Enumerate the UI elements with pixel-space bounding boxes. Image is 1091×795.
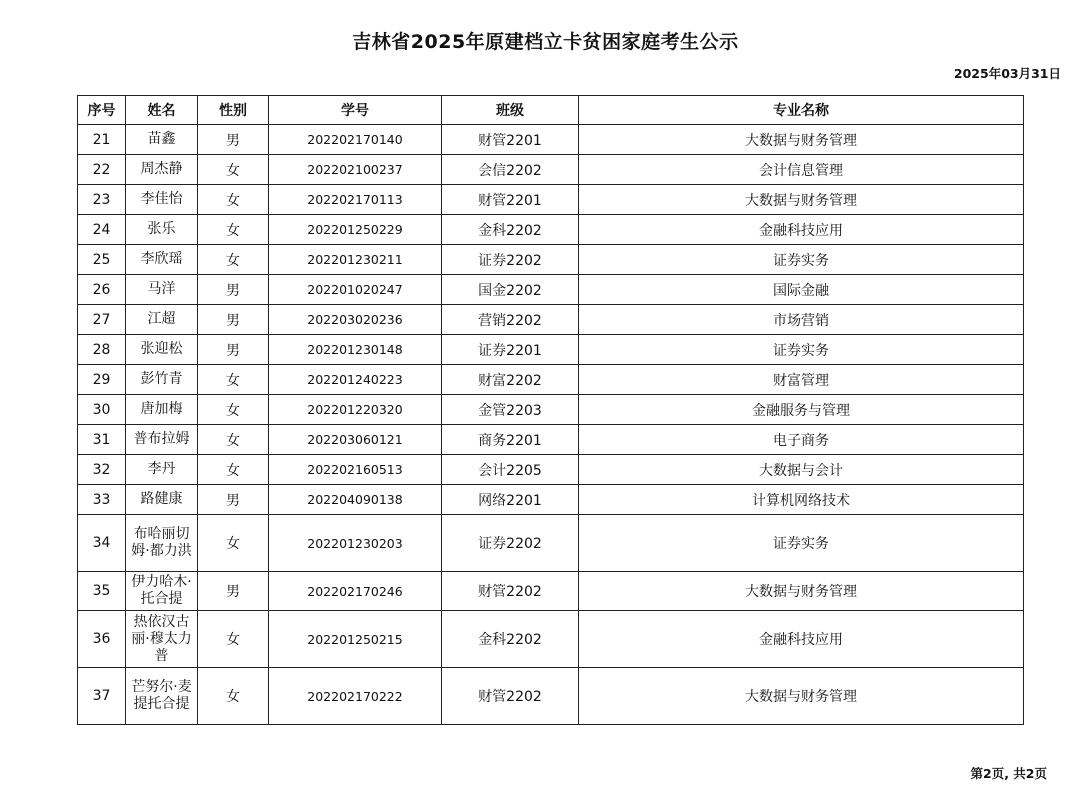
cell-student-id: 202201230203 (269, 515, 442, 572)
header-index: 序号 (78, 96, 126, 125)
cell-class: 金科2202 (442, 215, 579, 245)
cell-student-id: 202202170246 (269, 572, 442, 611)
cell-name: 马洋 (126, 275, 198, 305)
cell-gender: 女 (198, 185, 269, 215)
cell-name: 张迎松 (126, 335, 198, 365)
cell-student-id: 202201230211 (269, 245, 442, 275)
cell-class: 证券2201 (442, 335, 579, 365)
cell-index: 24 (78, 215, 126, 245)
cell-class: 网络2201 (442, 485, 579, 515)
cell-student-id: 202202100237 (269, 155, 442, 185)
table-row (78, 125, 1024, 155)
header-name: 姓名 (126, 96, 198, 125)
table-row (78, 611, 1024, 668)
cell-name: 布哈丽切姆·都力洪 (126, 515, 198, 572)
cell-major: 证券实务 (579, 515, 1024, 572)
cell-major: 财富管理 (579, 365, 1024, 395)
cell-major: 国际金融 (579, 275, 1024, 305)
cell-class: 会计2205 (442, 455, 579, 485)
cell-gender: 女 (198, 668, 269, 725)
cell-gender: 女 (198, 395, 269, 425)
cell-gender: 男 (198, 275, 269, 305)
cell-gender: 女 (198, 365, 269, 395)
cell-class: 证券2202 (442, 515, 579, 572)
cell-index: 36 (78, 611, 126, 668)
table-row (78, 365, 1024, 395)
cell-index: 28 (78, 335, 126, 365)
cell-name: 芒努尔·麦提托合提 (126, 668, 198, 725)
cell-name: 李丹 (126, 455, 198, 485)
page-number: 第2页, 共2页 (970, 766, 1047, 781)
cell-student-id: 202202170222 (269, 668, 442, 725)
cell-name: 唐加梅 (126, 395, 198, 425)
table-row (78, 485, 1024, 515)
header-student-id: 学号 (269, 96, 442, 125)
cell-name: 普布拉姆 (126, 425, 198, 455)
cell-index: 23 (78, 185, 126, 215)
cell-student-id: 202202170113 (269, 185, 442, 215)
cell-class: 营销2202 (442, 305, 579, 335)
cell-class: 财管2201 (442, 125, 579, 155)
cell-gender: 女 (198, 425, 269, 455)
cell-major: 会计信息管理 (579, 155, 1024, 185)
cell-major: 证券实务 (579, 245, 1024, 275)
cell-index: 26 (78, 275, 126, 305)
cell-index: 30 (78, 395, 126, 425)
table-row (78, 275, 1024, 305)
cell-index: 21 (78, 125, 126, 155)
table-row (78, 668, 1024, 725)
table-row (78, 245, 1024, 275)
publish-date: 2025年03月31日 (953, 66, 1061, 81)
cell-major: 大数据与财务管理 (579, 125, 1024, 155)
table-row (78, 395, 1024, 425)
table-row (78, 215, 1024, 245)
cell-gender: 女 (198, 245, 269, 275)
cell-major: 电子商务 (579, 425, 1024, 455)
cell-class: 证券2202 (442, 245, 579, 275)
student-table (77, 95, 1024, 725)
cell-major: 大数据与财务管理 (579, 572, 1024, 611)
cell-major: 金融科技应用 (579, 611, 1024, 668)
cell-index: 27 (78, 305, 126, 335)
header-major: 专业名称 (579, 96, 1024, 125)
cell-index: 32 (78, 455, 126, 485)
cell-gender: 女 (198, 155, 269, 185)
cell-gender: 男 (198, 485, 269, 515)
cell-index: 29 (78, 365, 126, 395)
cell-class: 财管2202 (442, 572, 579, 611)
cell-gender: 女 (198, 611, 269, 668)
cell-class: 国金2202 (442, 275, 579, 305)
cell-major: 金融科技应用 (579, 215, 1024, 245)
cell-major: 大数据与会计 (579, 455, 1024, 485)
cell-class: 财富2202 (442, 365, 579, 395)
cell-class: 财管2201 (442, 185, 579, 215)
table-row (78, 572, 1024, 611)
cell-index: 31 (78, 425, 126, 455)
cell-name: 热依汉古丽·穆太力普 (126, 611, 198, 668)
cell-index: 35 (78, 572, 126, 611)
cell-student-id: 202203020236 (269, 305, 442, 335)
cell-major: 证券实务 (579, 335, 1024, 365)
table-row (78, 425, 1024, 455)
header-class: 班级 (442, 96, 579, 125)
cell-name: 周杰静 (126, 155, 198, 185)
cell-major: 大数据与财务管理 (579, 668, 1024, 725)
cell-gender: 男 (198, 305, 269, 335)
table-header-row (78, 96, 1024, 125)
table-row (78, 155, 1024, 185)
cell-student-id: 202201230148 (269, 335, 442, 365)
cell-name: 李欣瑶 (126, 245, 198, 275)
cell-gender: 女 (198, 215, 269, 245)
cell-major: 市场营销 (579, 305, 1024, 335)
cell-name: 彭竹青 (126, 365, 198, 395)
table-row (78, 305, 1024, 335)
cell-major: 大数据与财务管理 (579, 185, 1024, 215)
cell-gender: 男 (198, 572, 269, 611)
cell-student-id: 202201250215 (269, 611, 442, 668)
cell-gender: 女 (198, 515, 269, 572)
cell-index: 33 (78, 485, 126, 515)
document-title: 吉林省2025年原建档立卡贫困家庭考生公示 (352, 31, 739, 53)
table-row (78, 335, 1024, 365)
cell-student-id: 202202160513 (269, 455, 442, 485)
cell-major: 金融服务与管理 (579, 395, 1024, 425)
cell-major: 计算机网络技术 (579, 485, 1024, 515)
cell-name: 伊力哈木·托合提 (126, 572, 198, 611)
cell-index: 22 (78, 155, 126, 185)
cell-student-id: 202202170140 (269, 125, 442, 155)
cell-student-id: 202201220320 (269, 395, 442, 425)
cell-class: 商务2201 (442, 425, 579, 455)
cell-index: 34 (78, 515, 126, 572)
table-row (78, 455, 1024, 485)
cell-name: 李佳怡 (126, 185, 198, 215)
cell-class: 财管2202 (442, 668, 579, 725)
table-row (78, 515, 1024, 572)
cell-gender: 男 (198, 125, 269, 155)
cell-gender: 男 (198, 335, 269, 365)
cell-student-id: 202201020247 (269, 275, 442, 305)
cell-name: 路健康 (126, 485, 198, 515)
cell-student-id: 202203060121 (269, 425, 442, 455)
cell-student-id: 202201240223 (269, 365, 442, 395)
header-gender: 性别 (198, 96, 269, 125)
cell-class: 金科2202 (442, 611, 579, 668)
cell-student-id: 202201250229 (269, 215, 442, 245)
cell-name: 苗鑫 (126, 125, 198, 155)
cell-class: 会信2202 (442, 155, 579, 185)
cell-name: 江超 (126, 305, 198, 335)
cell-student-id: 202204090138 (269, 485, 442, 515)
cell-name: 张乐 (126, 215, 198, 245)
cell-index: 25 (78, 245, 126, 275)
cell-gender: 女 (198, 455, 269, 485)
table-row (78, 185, 1024, 215)
cell-class: 金管2203 (442, 395, 579, 425)
cell-index: 37 (78, 668, 126, 725)
